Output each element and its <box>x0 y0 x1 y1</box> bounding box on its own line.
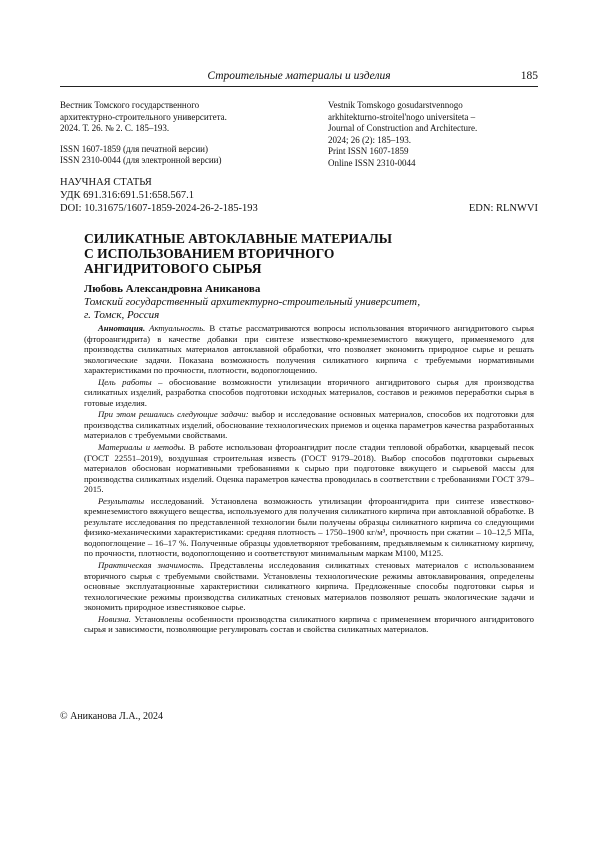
article-identifiers <box>60 176 538 215</box>
page-number: 185 <box>520 70 538 82</box>
abstract-paragraph-results <box>84 496 534 559</box>
paragraph-text: исследований. Установлена возможность утилизации фтороангидрита при синтезе известково-кремнеземистого вяжущего вещества, используемого для получения силикатного кирпича при автоклавной обработке. В результате исследования по представленной технологии были получены образцы силикатного кирпича со следующими физико-механическими характеристиками: средняя плотность – 1750–1900 кг/м³, прочность при сжатии – 10–12,5 МПа, водопоглощение – 16–17 %. Полученные образцы удовлетворяют требованиям, предъявляемым к силикатному кирпичу, по прочности, плотности, водопоглощению и соответствуют минимальным маркам М100, М125. <box>84 495 534 559</box>
journal-line: arkhitekturno-stroitel'nogo universiteta – <box>328 111 476 122</box>
title-line: СИЛИКАТНЫЕ АВТОКЛАВНЫЕ МАТЕРИАЛЫ <box>84 231 393 246</box>
section-label: Материалы и методы. <box>98 442 186 453</box>
copyright-notice: © Аниканова Л.А., 2024 <box>60 711 164 722</box>
article-title <box>84 231 504 276</box>
section-label: Новизна. <box>98 613 131 624</box>
journal-line: Вестник Томского государственного <box>60 100 200 110</box>
journal-line: архитектурно-строительного университета. <box>60 111 227 122</box>
running-title: Строительные материалы и изделия <box>207 70 391 82</box>
article-type: НАУЧНАЯ СТАТЬЯ <box>60 177 152 188</box>
journal-info-russian <box>60 100 290 167</box>
paragraph-text: В статье рассматриваются вопросы использования вторичного ангидритового сырья (фтороангидрита) в качестве добавки при синтезе известково-кремнеземистого вяжущего, применяемого для производства силикатных материалов автоклавной обработки, что позволяет экономить природное сырье и решать экологические задачи. Показана возможность получения силикатного кирпича с требуемыми нормативными характеристиками по прочности, плотности, водопоглощению. <box>84 323 535 376</box>
paragraph-text: – обоснование возможности утилизации вторичного ангидритового сырья для производства силикатных изделий, разработка способов подготовки исходных материалов, составов и режимов переработки сырья в готовые изделия. <box>84 376 535 408</box>
title-line: АНГИДРИТОВОГО СЫРЬЯ <box>84 261 262 276</box>
journal-line: 2024. Т. 26. № 2. С. 185–193. <box>60 123 170 134</box>
section-label: При этом решались следующие задачи: <box>98 409 249 420</box>
paragraph-text: В работе использован фтороангидрит после стадии тепловой обработки, кварцевый песок (ГОСТ 22551–2019), воздушная строительная известь (ГОСТ 9179–2018). Выбор способов подготовки сырьевых материалов обоснован нормативными требованиями к сырью при подготовке вяжущего и сырьевой массы для производства силикатных изделий. Оценка параметров качества проводилась в соответствии с требованиями ГОСТ 379–2015. <box>84 442 535 495</box>
abstract-paragraph-methods <box>84 442 534 495</box>
running-header <box>60 70 538 87</box>
journal-line: Vestnik Tomskogo gosudarstvennogo <box>328 100 463 110</box>
author-name: Любовь Александровна Аниканова <box>84 283 261 295</box>
issn-line: ISSN 1607-1859 (для печатной версии) <box>60 143 208 154</box>
udk-code: УДК 691.316:691.51:658.567.1 <box>60 190 194 201</box>
section-label: Результаты <box>98 495 145 506</box>
journal-line: Journal of Construction and Architecture. <box>328 123 478 134</box>
paragraph-text: выбор и исследование основных материалов, способов их подготовки для производства силикатных изделий, обоснование технологических приемов и оценка параметров качества разработанных материалов с требуемыми свойствами. <box>84 409 535 441</box>
doi-link[interactable]: DOI: 10.31675/1607-1859-2024-26-2-185-193 <box>60 203 258 214</box>
journal-line: 2024; 26 (2): 185–193. <box>328 134 411 145</box>
issn-line: Online ISSN 2310-0044 <box>328 157 416 168</box>
issn-line: Print ISSN 1607-1859 <box>328 146 409 157</box>
affiliation-line: Томский государственный архитектурно-строительный университет, <box>84 296 421 308</box>
title-line: С ИСПОЛЬЗОВАНИЕМ ВТОРИЧНОГО <box>84 246 335 261</box>
section-label: Цель работы <box>98 376 152 387</box>
paragraph-text: Установлены особенности производства силикатного кирпича с применением вторичного ангидритового сырья и зависимости, позволяющие регулировать состав и свойства силикатных материалов. <box>84 613 534 635</box>
abstract-paragraph-tasks <box>84 409 534 441</box>
affiliation-line: г. Томск, Россия <box>84 309 160 321</box>
abstract-paragraph-relevance <box>84 323 534 376</box>
edn-code: EDN: RLNWVI <box>468 203 538 214</box>
abstract-paragraph-significance <box>84 560 534 613</box>
journal-info-english <box>328 100 548 170</box>
abstract-paragraph-goal <box>84 377 534 409</box>
abstract-paragraph-novelty <box>84 614 534 635</box>
section-label: Актуальность. <box>149 323 206 333</box>
author-affiliation <box>84 296 514 322</box>
abstract <box>84 323 534 635</box>
paragraph-text: Представлены исследования силикатных стеновых материалов с использованием вторичного сырья с требуемыми свойствами. Установлены технологические режимы автоклавирования, определены основные эксплуатационные характеристики силикатного кирпича. Предложенные способы подготовки сырья и технологические режимы производства силикатных стеновых материалов позволяют решать экологические задачи и экономить природное известняковое сырье. <box>84 560 535 613</box>
section-label: Практическая значимость. <box>98 560 205 571</box>
abstract-label: Аннотация. <box>98 323 146 333</box>
issn-line: ISSN 2310-0044 (для электронной версии) <box>60 155 222 166</box>
